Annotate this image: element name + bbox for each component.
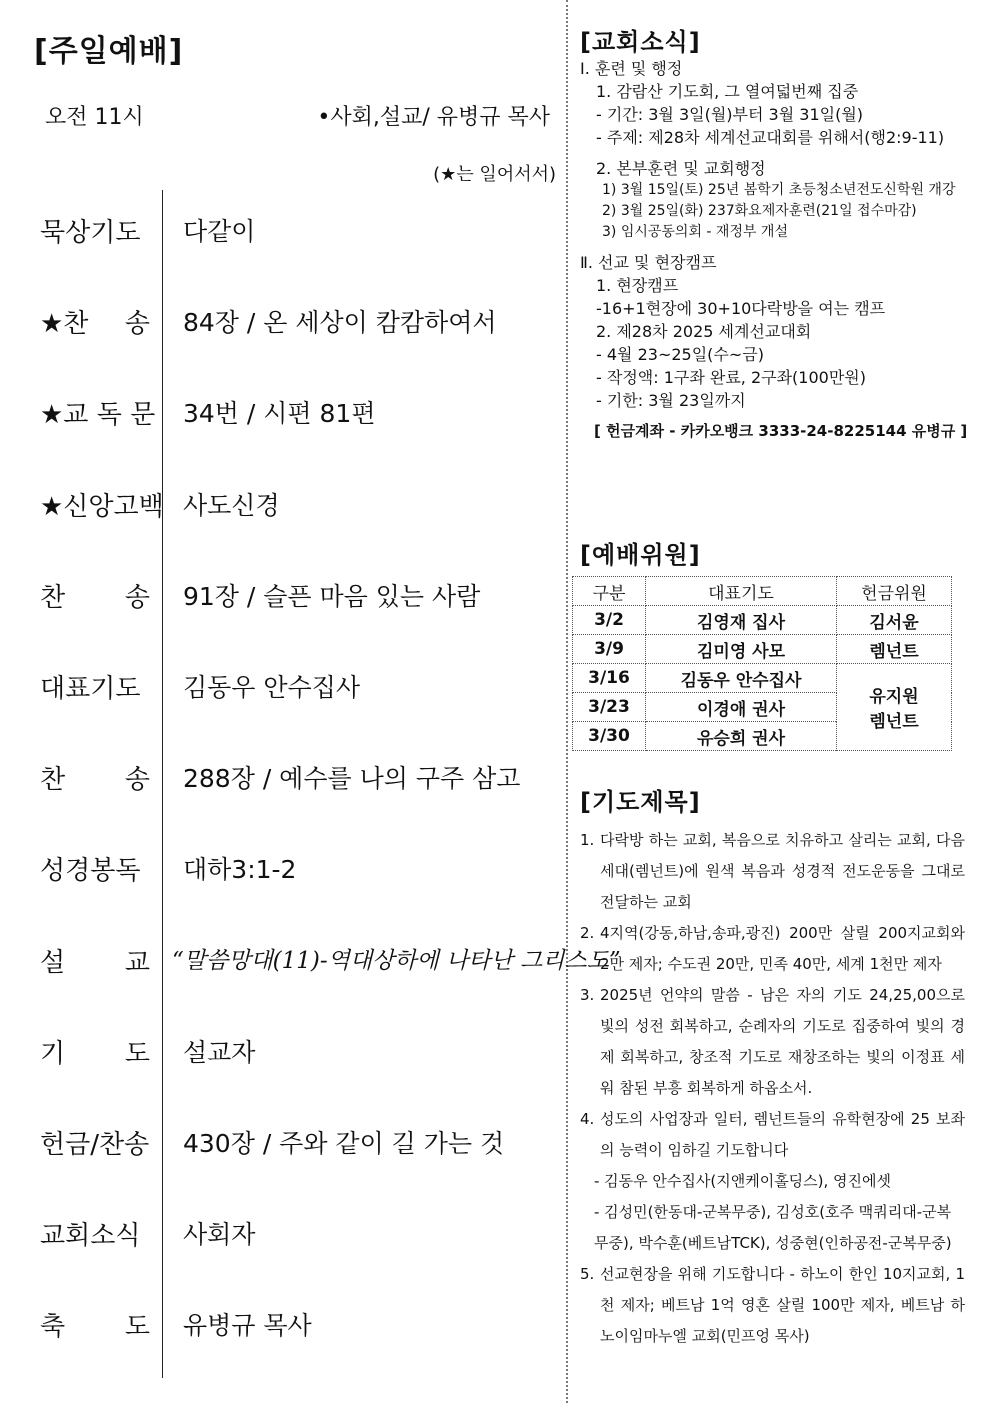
- order-label-part: 송: [124, 309, 150, 340]
- row-offering: 김서윤: [837, 606, 952, 635]
- worship-committee: [572, 535, 982, 751]
- news-item: - 작정액: 1구좌 완료, 2구좌(100만원): [596, 368, 866, 387]
- prayer-text: 선교현장을 위해 기도합니다 - 하노이 한인 10지교회, 1천 제자; 베트남 1억 영혼 살릴 100만 제자, 베트남 하노이임마누엘 교회(민프엉 목사): [600, 1265, 965, 1345]
- prayer-item: [580, 918, 965, 980]
- worship-order-row: [0, 303, 566, 353]
- order-label: ★신앙고백: [40, 491, 164, 522]
- news-item: - 기한: 3월 23일까지: [596, 391, 746, 410]
- order-label: [40, 942, 150, 979]
- header-prayer: 대표기도: [646, 577, 837, 606]
- order-label: [40, 1033, 150, 1070]
- offering-name: 유지원: [869, 687, 919, 707]
- prayer-item: [580, 825, 965, 918]
- order-label: [40, 303, 150, 340]
- order-value: “말씀망대(11)-역대상하에 나타난 그리스도”: [172, 947, 621, 974]
- prayer-topics: [580, 782, 965, 1352]
- order-value: 설교자: [183, 1037, 256, 1067]
- worship-order-row: [0, 942, 621, 992]
- worship-order-row: [0, 1124, 566, 1174]
- order-label: 성경봉독: [40, 856, 141, 887]
- order-label-part: 설: [40, 947, 66, 978]
- worship-title: [주일예배]: [34, 34, 184, 69]
- table-row: [573, 635, 952, 664]
- order-label-part: 기: [40, 1038, 66, 1069]
- news-item: 2. 제28차 2025 세계선교대회: [596, 322, 812, 341]
- prayer-number: 1.: [580, 831, 595, 849]
- worship-order-row: [0, 759, 566, 809]
- order-value: 사회자: [183, 1220, 256, 1250]
- committee-title: [예배위원]: [580, 541, 701, 569]
- order-label: [40, 1306, 150, 1343]
- order-value: 김동우 안수집사: [183, 673, 360, 702]
- row-date: 3/2: [573, 606, 646, 635]
- order-label-part: 도: [124, 1312, 150, 1343]
- prayer-number: 2.: [580, 924, 595, 942]
- news-item: 1. 현장캠프: [596, 276, 679, 295]
- worship-order-row: [0, 212, 566, 262]
- prayer-subitem: - 김동우 안수집사(지앤케이홀딩스), 영진에셋: [594, 1172, 892, 1190]
- order-value: 91장 / 슬픈 마음 있는 사람: [183, 581, 481, 611]
- order-value: 대하3:1-2: [183, 855, 297, 885]
- worship-time: 오전 11시: [45, 105, 144, 130]
- header-offering: 헌금위원: [837, 577, 952, 606]
- row-date: 3/9: [573, 635, 646, 664]
- order-label-part: 축: [40, 1312, 66, 1343]
- order-label-part: ★찬: [40, 309, 89, 340]
- prayer-text: 성도의 사업장과 일터, 렘넌트들의 유학현장에 25 보좌의 능력이 임하길 기도합니다: [600, 1110, 965, 1159]
- row-offering: 렘넌트: [837, 635, 952, 664]
- news-item: 3) 임시공동의회 - 재정부 개설: [602, 224, 788, 240]
- row-prayer: 김영재 집사: [646, 606, 837, 635]
- worship-order-row: [0, 1306, 566, 1356]
- order-label-part: 도: [124, 1038, 150, 1069]
- order-label-part: 송: [124, 582, 150, 613]
- order-label: [40, 577, 150, 614]
- prayer-text: 2025년 언약의 말씀 - 남은 자의 기도 24,25,00으로 빛의 성전 회복하고, 순례자의 기도로 집중하여 빛의 경제 회복하고, 창조적 기도로 재창조하는 빛의 이정표 세워 참된 부흥 회복하게 하옵소서.: [600, 986, 965, 1097]
- order-label: 헌금/찬송: [40, 1130, 150, 1160]
- order-label: 묵상기도: [40, 218, 141, 248]
- order-value: 사도신경: [183, 490, 280, 520]
- prayer-item: [580, 980, 965, 1104]
- news-item: - 주제: 제28차 세계선교대회를 위해서(행2:9-11): [596, 128, 945, 147]
- order-label-part: 찬: [40, 582, 66, 613]
- worship-order-row: [0, 394, 566, 444]
- order-label-part: 교: [124, 947, 150, 978]
- news-item: - 4월 23~25일(수~금): [596, 345, 764, 364]
- column-divider: [566, 0, 568, 1403]
- row-date: 3/23: [573, 693, 646, 722]
- order-label: 대표기도: [40, 674, 141, 704]
- order-value: 84장 / 온 세상이 캄캄하여서: [183, 308, 497, 338]
- news-item: 2. 본부훈련 및 교회행정: [596, 159, 766, 178]
- prayer-number: 3.: [580, 986, 595, 1004]
- prayer-number: 4.: [580, 1110, 595, 1128]
- news-item: - 기간: 3월 3일(월)부터 3월 31일(월): [596, 105, 864, 124]
- order-label: ★교 독 문: [40, 400, 156, 431]
- order-value: 다같이: [183, 217, 256, 246]
- order-value: 34번 / 시편 81편: [183, 399, 376, 429]
- order-value: 유병규 목사: [183, 1311, 312, 1341]
- worship-order-row: [0, 850, 566, 900]
- news-title: [교회소식]: [580, 28, 701, 56]
- worship-order-row: [0, 577, 566, 627]
- news-section-1: Ⅰ. 훈련 및 행정: [580, 59, 683, 78]
- order-label-part: 송: [124, 765, 150, 796]
- news-item: -16+1현장에 30+10다락방을 여는 캠프: [596, 299, 886, 318]
- row-prayer: 이경애 권사: [646, 693, 837, 722]
- row-offering: [837, 664, 952, 751]
- worship-presider: •사회,설교/ 유병규 목사: [317, 105, 550, 130]
- order-label: [40, 759, 150, 796]
- row-prayer: 김미영 사모: [646, 635, 837, 664]
- worship-order-row: [0, 486, 566, 536]
- order-value: 288장 / 예수를 나의 구주 삼고: [183, 764, 521, 794]
- news-item: 2) 3월 25일(화) 237화요제자훈련(21일 접수마감): [602, 203, 917, 219]
- header-date: 구분: [573, 577, 646, 606]
- prayer-number: 5.: [580, 1265, 595, 1283]
- row-date: 3/16: [573, 664, 646, 693]
- row-prayer: 김동우 안수집사: [646, 664, 837, 693]
- row-prayer: 유승희 권사: [646, 722, 837, 751]
- worship-order-row: [0, 668, 566, 718]
- standing-note: (★는 일어서서): [433, 164, 556, 185]
- news-item: 1) 3월 15일(토) 25년 봄학기 초등청소년전도신학원 개강: [602, 182, 956, 198]
- order-label: 교회소식: [40, 1221, 141, 1252]
- church-news: [580, 22, 980, 441]
- worship-order-row: [0, 1033, 566, 1083]
- prayer-text: 다락방 하는 교회, 복음으로 치유하고 살리는 교회, 다음 세대(렘넌트)에 원색 복음과 성경적 전도운동을 그대로 전달하는 교회: [600, 831, 965, 911]
- table-row: [573, 606, 952, 635]
- bank-account: [ 헌금계좌 - 카카오뱅크 3333-24-8225144 유병규 ]: [594, 422, 968, 440]
- order-value: 430장 / 주와 같이 길 가는 것: [183, 1129, 505, 1158]
- prayer-text: 4지역(강동,하남,송파,광진) 200만 살릴 200지교회와 2만 제자; 수도권 20만, 민족 40만, 세계 1천만 제자: [600, 924, 965, 973]
- news-section-2: Ⅱ. 선교 및 현장캠프: [580, 253, 717, 272]
- prayer-title: [기도제목]: [580, 788, 701, 816]
- prayer-item: [580, 1104, 965, 1166]
- prayer-item: [580, 1259, 965, 1352]
- side-column: [572, 0, 982, 1403]
- prayer-subitem: - 김성민(한동대-군복무중), 김성호(호주 맥쿼리대-군복무중), 박수훈(베트남TCK), 성중현(인하공전-군복무중): [594, 1203, 952, 1252]
- news-item: 1. 감람산 기도회, 그 열여덟번째 집중: [596, 82, 859, 101]
- offering-group: 렘넌트: [869, 712, 919, 732]
- order-label-part: 찬: [40, 765, 66, 796]
- table-row: [573, 664, 952, 693]
- row-date: 3/30: [573, 722, 646, 751]
- worship-order-row: [0, 1215, 566, 1265]
- committee-table: [572, 576, 952, 751]
